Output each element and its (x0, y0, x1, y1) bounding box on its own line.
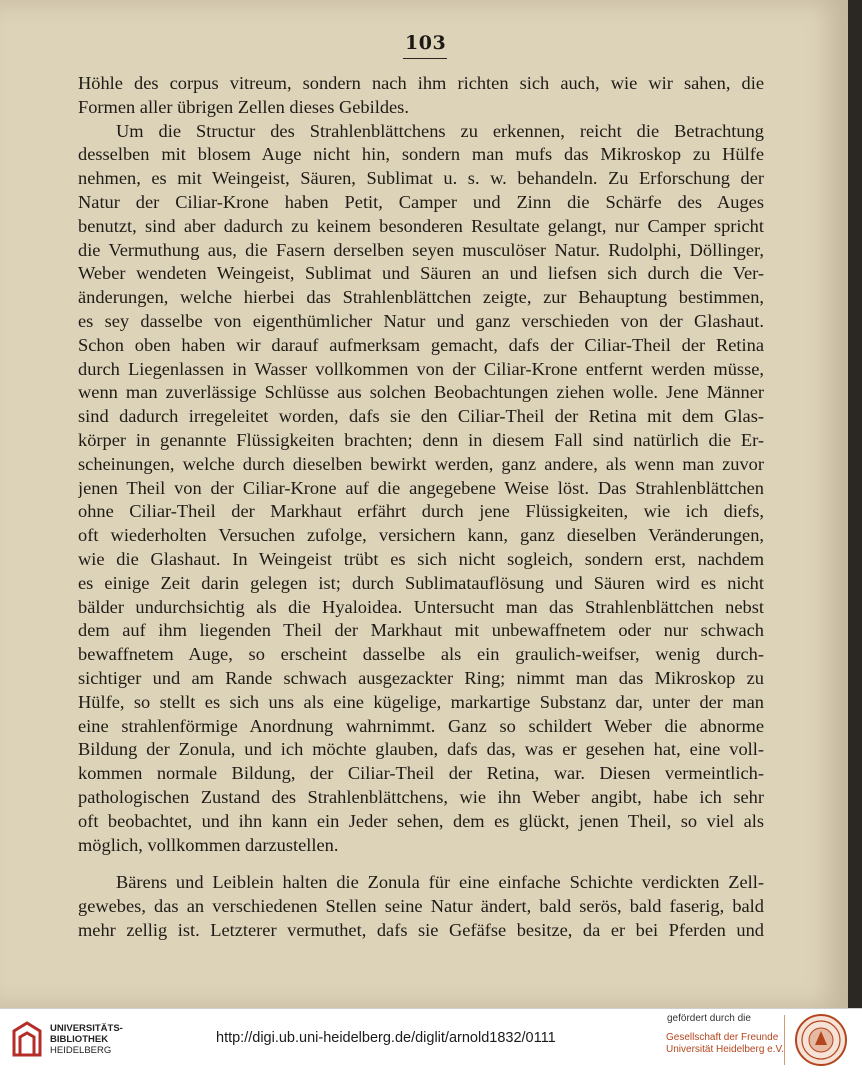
text-line: bewaffnetem Auge, so erscheint dasselbe als ein graulich-weifser, wenig durch- (78, 644, 764, 665)
text-line: änderungen, welche hierbei das Strahlenblättchen zeigte, zur Behauptung bestimmen, (78, 287, 764, 308)
text-line: Schon oben haben wir darauf aufmerksam gemacht, dafs der Ciliar-Theil der Retina (78, 334, 764, 355)
viewer-footer (0, 1008, 862, 1072)
body-text (78, 72, 764, 943)
text-line: es einige Zeit darin gelegen ist; durch Sublimatauflösung und Säuren wird es nicht (78, 572, 764, 593)
text-line: durch Liegenlassen in Wasser vollkommen von der Ciliar-Krone entfernt werden müsse, (78, 358, 764, 379)
text-line: wenn man zuverlässige Schlüsse aus solchen Beobachtungen ziehen wolle. Jene Männer (78, 382, 764, 403)
text-line: ohne Ciliar-Theil der Markhaut erfährt durch jene Flüssigkeiten, wie ich diefs, (78, 501, 764, 522)
text-line: oft wiederholten Versuchen zufolge, versichern kann, ganz dieselben Veränderungen, (78, 525, 764, 546)
sponsor-label: gefördert durch die (667, 1013, 751, 1024)
text-line: möglich, vollkommen darzustellen. (78, 834, 339, 855)
library-logo-icon (10, 1021, 44, 1057)
text-line: benutzt, sind aber dadurch zu keinem besonderen Resultate gelangt, nur Camper spricht (78, 215, 764, 236)
text-line: dem auf ihm liegenden Theil der Markhaut mit unbewaffnetem oder nur schwach (78, 620, 764, 641)
page-number: 103 (405, 32, 447, 54)
text-line: es sey dasselbe von eigenthümlicher Natur und ganz verschieden von der Glashaut. (78, 310, 764, 331)
text-line: wie die Glashaut. In Weingeist trübt es sich nicht sogleich, sondern erst, nachdem (78, 548, 764, 569)
text-line: Formen aller übrigen Zellen dieses Gebildes. (78, 96, 409, 117)
text-line: desselben mit blosem Auge nicht hin, sondern man mufs das Mikroskop zu Hülfe (78, 144, 764, 165)
text-line: Hülfe, so stellt es sich uns als eine kügelige, markartige Substanz dar, unter der man (78, 691, 764, 712)
text-line: Natur der Ciliar-Krone haben Petit, Camper und Zinn die Schärfe des Auges (78, 191, 764, 212)
text-line: die Vermuthung aus, die Fasern derselben seyen musculöser Natur. Rudolphi, Döllinger, (78, 239, 764, 260)
university-seal-icon (794, 1013, 848, 1067)
text-line: sind dadurch irregeleitet worden, dafs sie den Ciliar-Theil der Retina mit dem Glas- (78, 406, 764, 427)
permalink-url[interactable]: http://digi.ub.uni-heidelberg.de/diglit/arnold1832/0111 (216, 1030, 556, 1046)
library-name: UNIVERSITÄTS- BIBLIOTHEK HEIDELBERG (50, 1023, 123, 1056)
text-line: Höhle des corpus vitreum, sondern nach ihm richten sich auch, wie wir sahen, die (78, 73, 764, 93)
text-line: jenen Theil von der Ciliar-Krone auf die angegebene Weise löst. Das Strahlenblättchen (78, 477, 764, 498)
text-line: eine strahlenförmige Anordnung wahrnimmt. Ganz so schildert Weber die abnorme (78, 715, 764, 736)
text-line: mehr zellig ist. Letzterer vermuthet, dafs sie Gefäfse besitze, da er bei Pferden und (78, 919, 764, 940)
text-line: oft beobachtet, und ihn kann ein Jeder sehen, dem es glückt, jenen Theil, so viel als (78, 810, 764, 831)
text-line: gewebes, das an verschiedenen Stellen seine Natur ändert, bald serös, bald faserig, bald (78, 896, 764, 917)
text-line: Bildung der Zonula, und ich möchte glauben, dafs das, was er gesehen hat, eine voll- (78, 739, 764, 760)
text-line: Bärens und Leiblein halten die Zonula für eine einfache Schichte verdickten Zell- (116, 872, 764, 893)
text-line: nehmen, es mit Weingeist, Säuren, Sublimat u. s. w. behandeln. Zu Erforschung der (78, 168, 764, 189)
footer-divider (784, 1015, 785, 1065)
text-line: Um die Structur des Strahlenblättchens zu erkennen, reicht die Betrachtung (116, 120, 764, 141)
text-line: pathologischen Zustand des Strahlenblättchens, wie ihn Weber angibt, habe ich sehr (78, 786, 764, 807)
text-line: kommen normale Bildung, der Ciliar-Theil der Retina, war. Diesen vermeintlich- (78, 763, 764, 784)
text-line: scheinungen, welche durch dieselben bewirkt werden, ganz andere, als wenn man zuvor (78, 453, 764, 474)
text-line: Weber wendeten Weingeist, Sublimat und Säuren an und liefsen sich durch die Ver- (78, 263, 764, 284)
text-line: bälder undurchsichtig als die Hyaloidea. Untersucht man das Strahlenblättchen nebst (78, 596, 764, 617)
text-line: sichtiger und am Rande schwach ausgezackter Ring; nimmt man das Mikroskop zu (78, 667, 764, 688)
text-line: körper in genannte Flüssigkeiten brachten; denn in diesem Fall sind natürlich die Er- (78, 429, 764, 450)
sponsor-name: Gesellschaft der Freunde Universität Heidelberg e.V. (666, 1032, 785, 1055)
